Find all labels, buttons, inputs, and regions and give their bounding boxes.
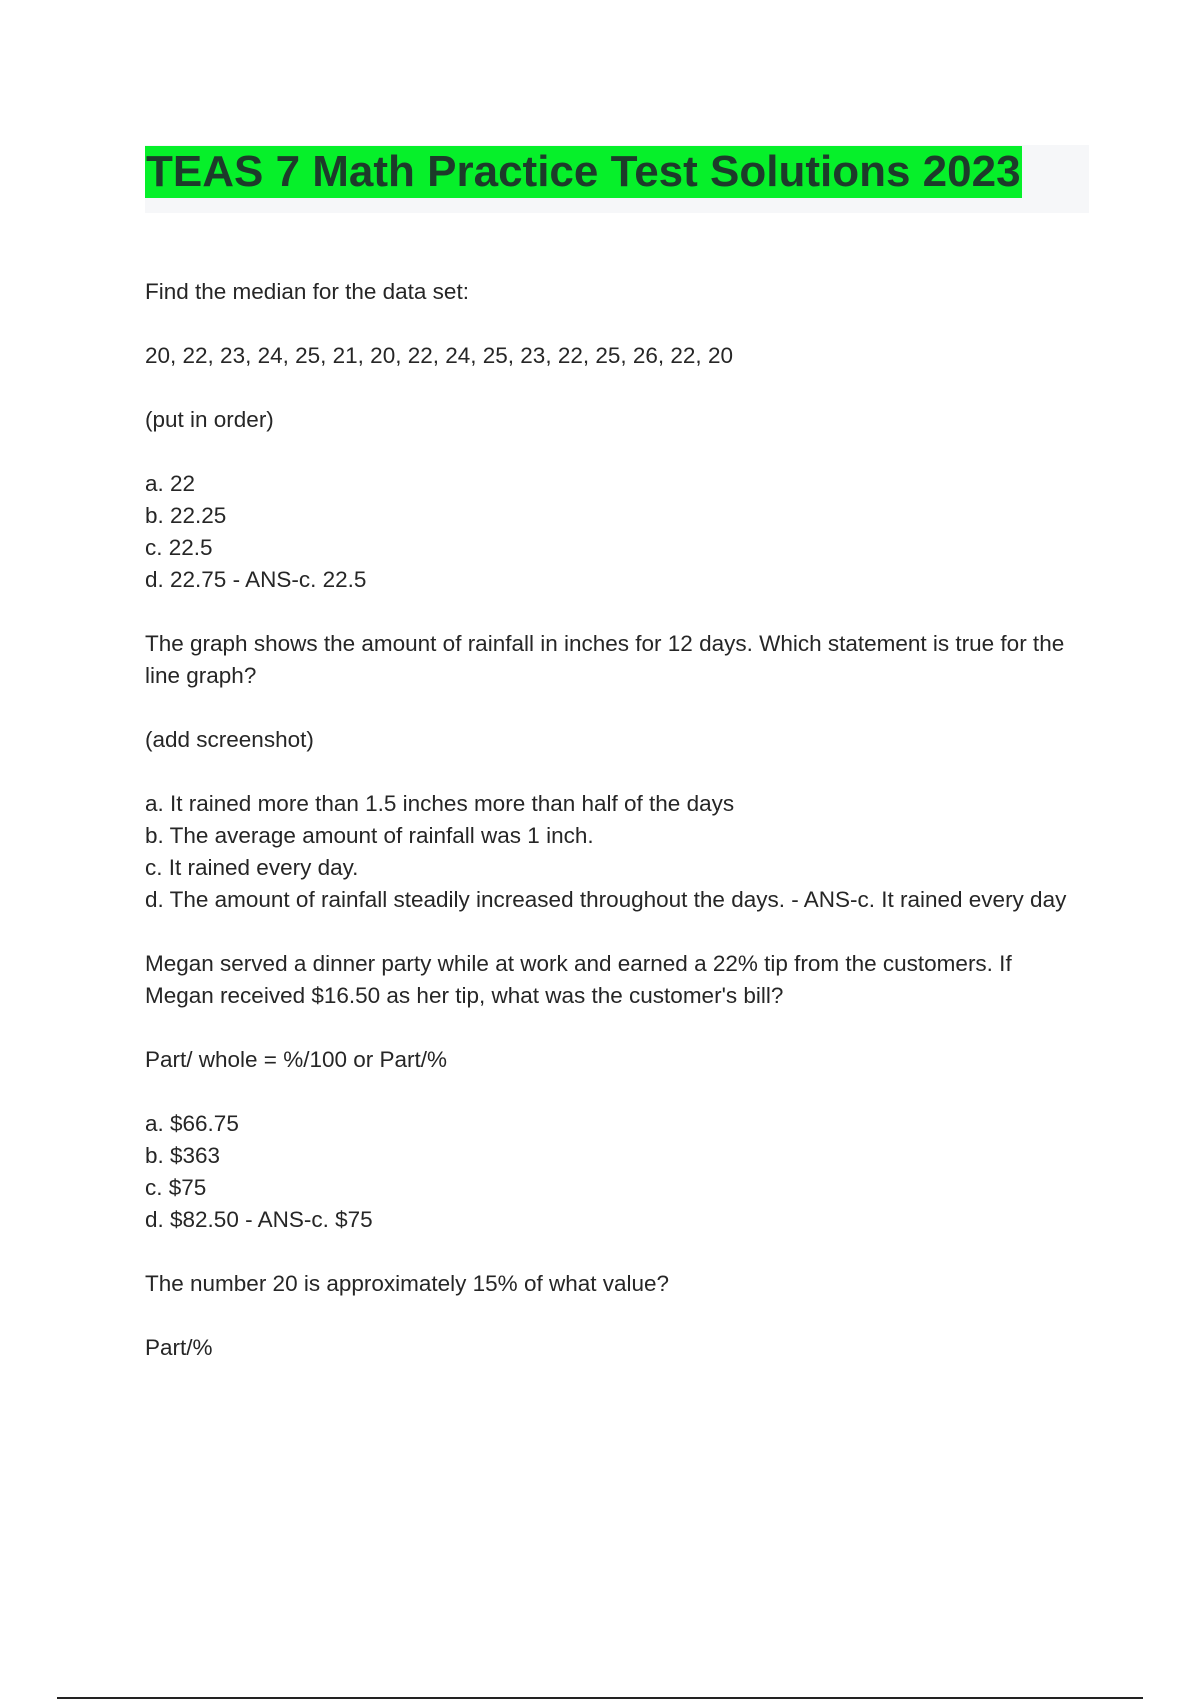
question-2-option-c: c. It rained every day.: [145, 855, 359, 880]
question-3-option-a: a. $66.75: [145, 1111, 239, 1136]
question-3-option-b: b. $363: [145, 1143, 221, 1168]
question-2-option-b: b. The average amount of rainfall was 1 inch.: [145, 823, 594, 848]
question-1-note: (put in order): [145, 407, 274, 432]
question-1-option-d-answer: d. 22.75 - ANS-c. 22.5: [145, 567, 367, 592]
question-3-note: Part/ whole = %/100 or Part/%: [145, 1047, 448, 1072]
question-1-prompt: Find the median for the data set:: [145, 279, 469, 304]
question-1-options: [145, 468, 1085, 596]
question-4-note: Part/%: [145, 1335, 213, 1360]
document-body: [145, 276, 1085, 1396]
question-2-option-d-answer: d. The amount of rainfall steadily increased throughout the days. - ANS-c. It rained every day: [145, 887, 1067, 912]
question-2-option-a: a. It rained more than 1.5 inches more than half of the days: [145, 791, 735, 816]
question-3-prompt: Megan served a dinner party while at work and earned a 22% tip from the customers. If Megan received $16.50 as her tip, what was the customer's bill?: [145, 951, 1012, 1008]
question-3-options: [145, 1108, 1085, 1236]
question-1-option-c: c. 22.5: [145, 535, 213, 560]
question-2-note: (add screenshot): [145, 727, 314, 752]
question-4-prompt: The number 20 is approximately 15% of what value?: [145, 1271, 670, 1296]
question-1-data-set: 20, 22, 23, 24, 25, 21, 20, 22, 24, 25, 23, 22, 25, 26, 22, 20: [145, 343, 733, 368]
document-title: TEAS 7 Math Practice Test Solutions 2023: [146, 147, 1021, 196]
question-1-option-a: a. 22: [145, 471, 196, 496]
question-1-option-b: b. 22.25: [145, 503, 227, 528]
footer-divider: [57, 1697, 1143, 1699]
question-2-options: [145, 788, 1085, 916]
question-3-option-d-answer: d. $82.50 - ANS-c. $75: [145, 1207, 373, 1232]
question-3-option-c: c. $75: [145, 1175, 207, 1200]
question-2-prompt: The graph shows the amount of rainfall in inches for 12 days. Which statement is true for the line graph?: [145, 631, 1065, 688]
